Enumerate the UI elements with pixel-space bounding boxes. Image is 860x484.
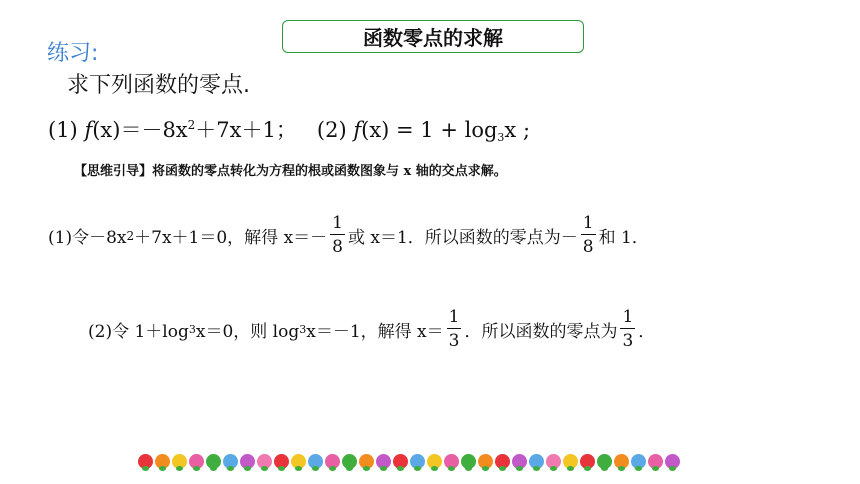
flower-icon: [597, 454, 612, 469]
flower-icon: [172, 454, 187, 469]
flower-icon: [461, 454, 476, 469]
flower-icon: [478, 454, 493, 469]
problem2-number: (2): [316, 118, 347, 142]
flower-icon: [495, 454, 510, 469]
sol1-part-a: (1)令－8x: [48, 228, 127, 248]
problem-line: [48, 114, 530, 144]
flower-icon: [240, 454, 255, 469]
sol1-part-c: 或 x＝1．所以函数的零点为－: [347, 228, 578, 248]
flower-icon: [580, 454, 595, 469]
flower-icon: [325, 454, 340, 469]
sol2-part-e: ．: [638, 322, 656, 342]
sol1-fraction-1: [330, 212, 345, 259]
sol2-base-2: 3: [299, 323, 307, 336]
sol1-part-b: ＋7x＋1＝0，解得 x＝－: [134, 228, 328, 248]
exercise-label: 练习:: [47, 41, 99, 66]
flower-icon: [614, 454, 629, 469]
sol2-frac1-denominator: 3: [448, 331, 460, 351]
hint-text: 【思维引导】将函数的零点转化为方程的根或函数图象与 x 轴的交点求解。: [74, 164, 507, 179]
flower-icon: [427, 454, 442, 469]
sol1-exponent: 2: [126, 228, 135, 243]
problem2-lhs: (x) = 1 + log: [361, 118, 498, 142]
problem1-lhs: (x)＝－8x: [92, 118, 188, 142]
sol1-frac1-numerator: 1: [332, 213, 343, 233]
sol2-frac2-numerator: 1: [622, 307, 634, 327]
solution-2: [88, 306, 655, 353]
problem1-number: (1): [48, 118, 78, 142]
flower-icon: [512, 454, 527, 469]
flower-icon: [393, 454, 408, 469]
problem1-f: f: [84, 118, 93, 142]
flower-icon: [631, 454, 646, 469]
flower-icon: [206, 454, 221, 469]
sol1-frac2-numerator: 1: [582, 213, 594, 233]
flower-icon: [257, 454, 272, 469]
page-title: 函数零点的求解: [363, 26, 503, 50]
sol2-frac1-numerator: 1: [448, 307, 460, 327]
sol2-part-d: ．所以函数的零点为: [464, 322, 618, 342]
sol2-base-1: 3: [188, 323, 196, 336]
flower-icon: [342, 454, 357, 469]
problem2-f: f: [353, 118, 362, 142]
flower-icon: [359, 454, 374, 469]
flower-icon: [223, 454, 238, 469]
flower-icon: [648, 454, 663, 469]
flower-border-decoration: [138, 450, 690, 472]
flower-icon: [665, 454, 680, 469]
sol2-fraction-2: [620, 306, 635, 353]
task-text: 求下列函数的零点.: [67, 73, 250, 98]
sol2-frac2-denominator: 3: [622, 331, 634, 351]
flower-icon: [410, 454, 425, 469]
sol1-part-d: 和 1．: [598, 228, 649, 248]
sol2-part-b: x＝0，则 log: [195, 322, 300, 342]
sol2-part-a: (2)令 1＋log: [88, 322, 189, 342]
flower-icon: [529, 454, 544, 469]
flower-icon: [376, 454, 391, 469]
sol2-fraction-1: [447, 306, 462, 353]
flower-icon: [308, 454, 323, 469]
problem1-exponent: 2: [187, 118, 196, 132]
sol1-frac2-denominator: 8: [582, 237, 594, 257]
problem1-rhs: ＋7x＋1；: [195, 118, 297, 142]
flower-icon: [138, 454, 153, 469]
flower-icon: [291, 454, 306, 469]
problem2-rhs: x ;: [504, 118, 531, 142]
flower-icon: [444, 454, 459, 469]
flower-icon: [189, 454, 204, 469]
problem2-log-base: 3: [497, 131, 505, 144]
title-box: [282, 20, 584, 53]
sol1-fraction-2: [581, 212, 596, 259]
flower-icon: [563, 454, 578, 469]
flower-icon: [546, 454, 561, 469]
solution-1: [48, 212, 649, 259]
flower-icon: [155, 454, 170, 469]
flower-icon: [274, 454, 289, 469]
sol1-frac1-denominator: 8: [332, 237, 343, 257]
sol2-part-c: x＝－1，解得 x＝: [306, 322, 444, 342]
